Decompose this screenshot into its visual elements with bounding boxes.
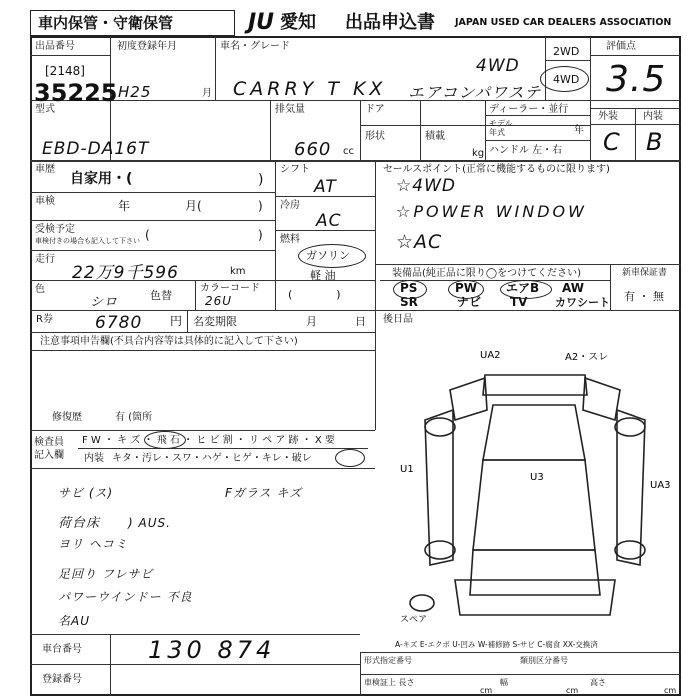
receive-paren-close: ) xyxy=(258,228,263,242)
sales-label: セールスポイント(正常に機能するものに限ります) xyxy=(383,164,610,175)
note-line-5: パワーウインドー 不良 xyxy=(58,590,193,604)
equip-tv: TV xyxy=(510,295,528,309)
displacement-value: 660 xyxy=(294,139,332,160)
name-change-month: 月 xyxy=(306,315,317,328)
name-change-day: 日 xyxy=(355,315,366,328)
spec-number-label: 形式指定番号 xyxy=(364,656,412,665)
cc-unit: cc xyxy=(343,146,354,157)
note-line-2b: ) AUS. xyxy=(128,516,171,530)
owner-value: 自家用・( xyxy=(70,171,133,187)
kg-unit: kg xyxy=(472,148,485,159)
note-line-4: 足回り フレサビ xyxy=(58,567,154,581)
spare-label: スペア xyxy=(400,615,428,625)
fuel-gasoline: ガソリン xyxy=(306,249,350,262)
fuel-label: 燃料 xyxy=(280,234,300,245)
rating-value: 3.5 xyxy=(606,59,667,100)
remarks-label: 注意事項申告欄(不具合内容等は具体的に記入して下さい) xyxy=(40,336,298,347)
mark-u1: U1 xyxy=(400,464,414,475)
ju-logo-mark: JU xyxy=(248,10,275,35)
note-line-6: 名AU xyxy=(58,614,90,628)
fuel-gasoline-circle xyxy=(298,244,366,268)
drive-option-4wd: 4WD xyxy=(553,73,580,86)
car-diagram xyxy=(395,350,680,640)
torn-circle xyxy=(335,449,365,467)
type-value: EBD-DA16T xyxy=(42,139,150,159)
fuel-diesel: 軽 油 xyxy=(310,269,336,282)
door-label: ドア xyxy=(365,104,385,115)
shape-label: 形状 xyxy=(365,131,385,142)
shift-label: シフト xyxy=(280,164,310,175)
repair-history-label: 修復歴 xyxy=(52,412,82,423)
dealer-label: ディーラー・並行 xyxy=(489,104,569,115)
first-reg-label: 初度登録年月 xyxy=(117,41,177,52)
color-code-value: 26U xyxy=(205,294,233,308)
mileage-value: 22万9千596 xyxy=(72,263,179,283)
equip-ps: PS xyxy=(400,281,418,295)
size-length-label: 車検証上 長さ xyxy=(364,678,415,687)
new-warranty-value: 有 ・ 無 xyxy=(624,290,664,303)
interior-label: 内装 xyxy=(643,111,663,122)
model-label: 車名・グレード xyxy=(220,41,290,52)
equipment-label: 装備品(純正品に限り◯をつけてください) xyxy=(392,268,581,279)
note-line-1: サビ (ス) xyxy=(58,486,114,500)
yen-unit: 円 xyxy=(170,314,183,328)
form-title-en: JAPAN USED CAR DEALERS ASSOCIATION xyxy=(455,17,672,28)
mark-ua2: UA2 xyxy=(480,350,501,361)
chassis-value: 130 874 xyxy=(148,636,276,664)
width-cm: cm xyxy=(566,686,579,695)
registration-label: 登録番号 xyxy=(42,674,82,685)
handle-label: ハンドル 左・右 xyxy=(489,145,563,156)
type-label: 型式 xyxy=(35,104,55,115)
owner-paren-close: ) xyxy=(258,172,264,188)
inspector-label: 検査員 記入欄 xyxy=(34,437,64,461)
nen-unit: 年 xyxy=(574,125,584,136)
note-line-2: 荷台床 xyxy=(58,516,101,531)
owner-label: 車歴 xyxy=(35,164,55,175)
recycle-label: R券 xyxy=(36,314,53,325)
shift-value: AT xyxy=(314,177,337,197)
color-code-label: カラーコード xyxy=(200,283,260,294)
drive-4wd-circle xyxy=(540,66,589,92)
height-label: 高さ xyxy=(590,678,606,687)
inspection-label: 車検 xyxy=(35,196,55,207)
receive-sublabel: 車検付きの場合も記入して下さい xyxy=(35,237,140,245)
exterior-label: 外装 xyxy=(598,111,618,122)
pw-circle xyxy=(448,280,484,299)
equip-airbag: エアB xyxy=(506,281,540,295)
name-change-label: 名変期限 xyxy=(193,315,237,328)
cool-label: 冷房 xyxy=(280,200,300,211)
grade-value: エアコンパワステ xyxy=(408,83,542,102)
color-value: シロ xyxy=(90,295,119,310)
after-item-label: 後日品 xyxy=(383,314,413,325)
exterior-value: C xyxy=(603,128,621,156)
lot-label: 出品番号 xyxy=(35,41,75,52)
note-line-3: ヨリ ヘコミ xyxy=(58,537,128,551)
mileage-label: 走行 xyxy=(35,254,55,265)
equip-aw: AW xyxy=(562,281,584,295)
cool-value: AC xyxy=(316,211,342,231)
km-unit: km xyxy=(230,266,246,277)
length-cm: cm xyxy=(480,686,493,695)
mark-a2: A2・スレ xyxy=(565,352,609,363)
form-title: 出品申込書 xyxy=(345,12,435,33)
height-cm: cm xyxy=(664,686,677,695)
chassis-label: 車台番号 xyxy=(42,644,82,655)
fuel-paren: ( ) xyxy=(288,288,341,301)
first-reg-month-unit: 月 xyxy=(202,88,212,99)
inspector-row2: キタ・汚レ・スワ・ハゲ・ヒゲ・キレ・破レ xyxy=(112,453,312,464)
interior-value: B xyxy=(646,128,664,156)
repair-history-value: 有 (箇所 xyxy=(115,412,153,423)
sales-point-3: ☆AC xyxy=(396,231,443,253)
width-label: 幅 xyxy=(500,678,508,687)
equip-navi: ナビ xyxy=(457,295,482,309)
rating-label: 評価点 xyxy=(606,41,636,52)
chip-circle xyxy=(144,431,186,449)
equip-seat: カワシート xyxy=(555,296,610,309)
displacement-label: 排気量 xyxy=(275,104,305,115)
load-label: 積載 xyxy=(425,131,445,142)
color-label: 色 xyxy=(35,284,45,295)
drive-value: 4WD xyxy=(476,56,520,76)
category-number-label: 類別区分番号 xyxy=(520,656,568,665)
equip-pw: PW xyxy=(455,281,478,295)
drive-option-2wd: 2WD xyxy=(553,45,580,58)
lot-small: [2148] xyxy=(45,64,85,78)
sales-point-1: ☆4WD xyxy=(396,176,456,196)
new-warranty-label: 新車保証書 xyxy=(622,268,668,278)
damage-legend: A-キズ E-エクボ U-凹み W-補修跡 S-サビ C-腐食 XX-交換済 xyxy=(395,640,598,649)
inspector-row1: F W ・ キ ズ ・ 飛 石 ・ ヒ ビ 割 ・ リ ペ ア 跡 ・ X 要 xyxy=(82,435,335,446)
lot-number: 35225 xyxy=(34,79,118,107)
mark-u3: U3 xyxy=(530,472,544,483)
equip-sr: SR xyxy=(400,295,418,309)
inspection-paren-close: ) xyxy=(258,199,263,213)
model-year-label: モデル 年式 xyxy=(489,119,513,137)
receive-paren-open: ( xyxy=(145,228,150,242)
storage-label: 車内保管・守衛保管 xyxy=(38,14,174,32)
inspection-month-unit: 月( xyxy=(185,199,202,213)
sales-point-2: ☆POWER WINDOW xyxy=(396,202,587,221)
ps-circle xyxy=(393,280,427,299)
inspection-year-unit: 年 xyxy=(118,199,131,213)
recycle-value: 6780 xyxy=(95,313,143,333)
note-line-1b: Fガラス キズ xyxy=(225,486,303,500)
ju-logo-text: 愛知 xyxy=(280,12,316,33)
inspector-row2-label: 内装 xyxy=(84,453,104,464)
receive-label: 受検予定 xyxy=(35,224,75,235)
airbag-circle xyxy=(500,280,552,299)
repaint-label: 色替 xyxy=(150,289,172,302)
mark-ua3: UA3 xyxy=(650,480,671,491)
first-reg-value: H25 xyxy=(118,83,152,101)
model-value: CARRY T KX xyxy=(233,78,387,100)
